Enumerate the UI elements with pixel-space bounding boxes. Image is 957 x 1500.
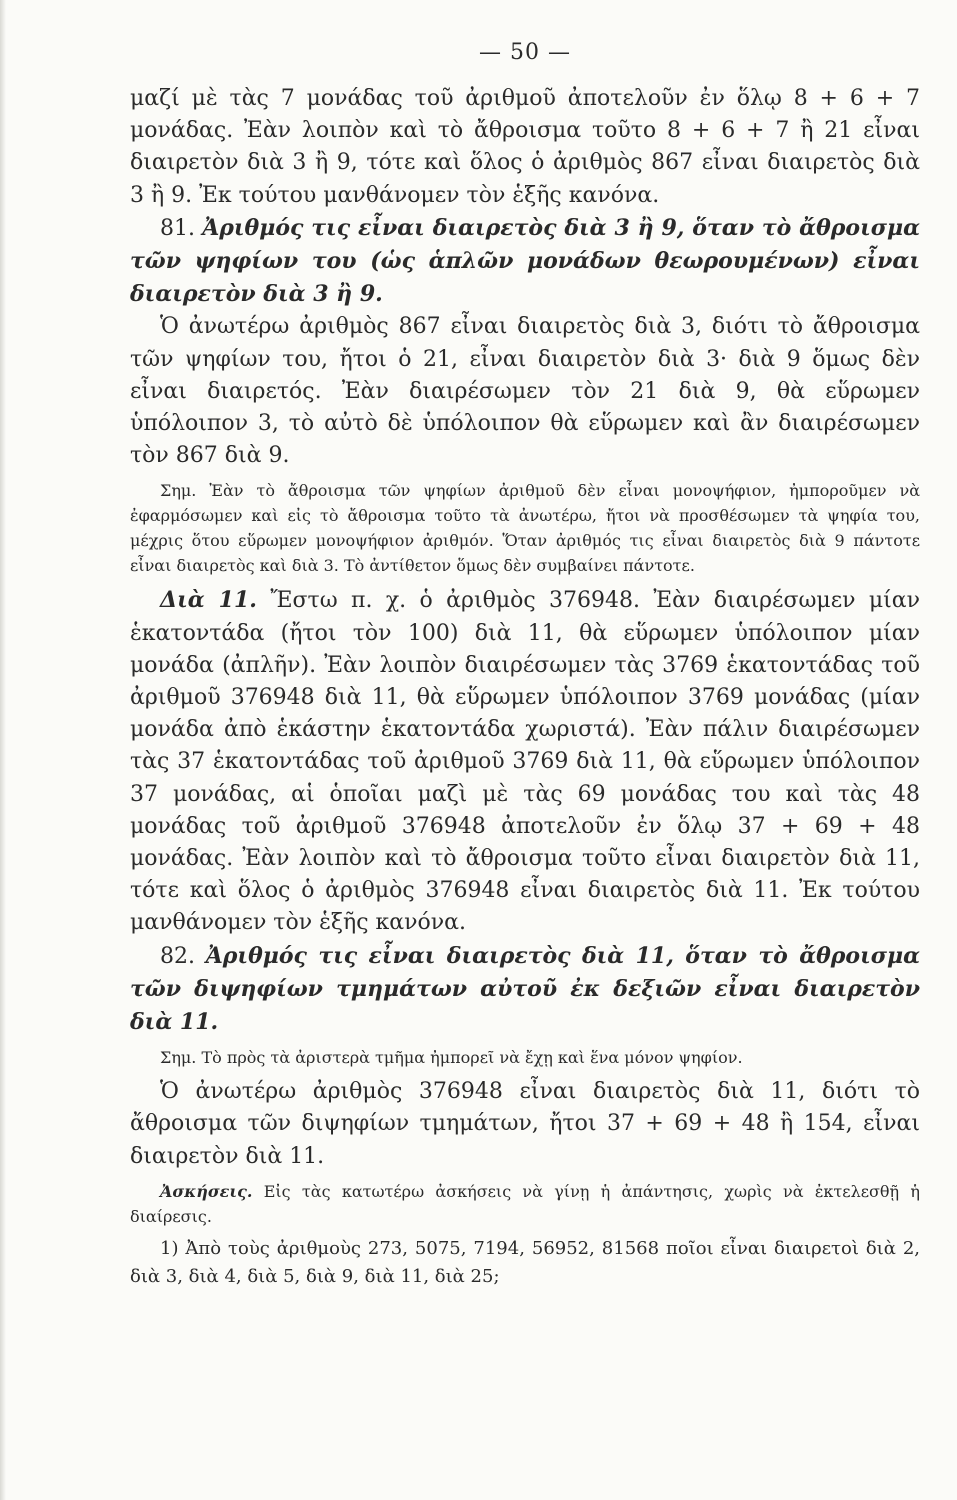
note-left-segment: Σημ. Τὸ πρὸς τὰ ἀριστερὰ τμῆμα ἠμπορεῖ νὰ ἔχῃ καὶ ἕνα μόνον ψηφίον.	[160, 1048, 743, 1068]
div-11-text: Ἔστω π. χ. ὁ ἀριθμὸς 376948. Ἐὰν διαιρέσωμεν μίαν ἑκατοντάδα (ἤτοι τὸν 100) διὰ 11, θὰ εὕρωμεν ὑπόλοιπον μίαν μονάδα (ἀπλῆν). Ἐὰν λοιπὸν διαιρέσωμεν τὰς 3769 ἑκατοντάδας τοῦ ἀριθμοῦ 376948 διὰ 11, θὰ εὕρωμεν ὑπόλοιπον 3769 μονάδας (μίαν μονάδα ἀπὸ ἑκάστην ἑκατοντάδα χωριστά). Ἐὰν πάλιν διαιρέσωμεν τὰς 37 ἑκατοντάδας τοῦ ἀριθμοῦ 3769 διὰ 11, θὰ εὕρωμεν ὑπόλοιπον 37 μονάδας, αἱ ὁποῖαι μαζὶ μὲ τὰς 69 μονάδας του καὶ τὰς 48 μονάδας τοῦ ἀριθμοῦ 376948 ἀποτελοῦν ἐν ὅλῳ 37 + 69 + 48 μονάδας. Ἐὰν λοιπὸν καὶ τὸ ἄθροισμα τοῦτο εἶναι διαιρετὸν διὰ 11, τότε καὶ ὅλος ὁ ἀριθμὸς 376948 εἶναι διαιρετὸς διὰ 11. Ἐκ τούτου μανθάνομεν τὸν ἑξῆς κανόνα.	[130, 588, 921, 936]
rule-82-number: 82.	[160, 943, 195, 969]
rule-81-number: 81.	[160, 215, 195, 241]
scan-edge-shadow	[0, 0, 6, 1500]
rule-82-text: Ἀριθμός τις εἶναι διαιρετὸς διὰ 11, ὅταν τὸ ἄθροισμα τῶν διψηφίων τμημάτων αὐτοῦ ἐκ δεξιῶν εἶναι διαιρετὸν διὰ 11.	[130, 942, 920, 1036]
rule-81-text: Ἀριθμός τις εἶναι διαιρετὸς διὰ 3 ἢ 9, ὅταν τὸ ἄθροισμα τῶν ψηφίων του (ὡς ἁπλῶν μονάδων θεωρουμένων) εἶναι διαιρετὸν διὰ 3 ἢ 9.	[130, 214, 920, 308]
rule-82	[130, 940, 920, 1040]
exercises-intro	[130, 1179, 920, 1229]
div-11-heading: Διὰ 11.	[160, 587, 257, 614]
paragraph-example-867: Ὁ ἀνωτέρω ἀριθμὸς 867 εἶναι διαιρετὸς διὰ 3, διότι τὸ ἄθροισμα τῶν ψηφίων του, ἤτοι ὁ 21, εἶναι διαιρετὸν διὰ 3· διὰ 9 ὅμως δὲν εἶναι διαιρετός. Ἐὰν διαιρέσωμεν τὸν 21 διὰ 9, θὰ εὕρωμεν ὑπόλοιπον 3, τὸ αὐτὸ δὲ ὑπόλοιπον θὰ εὕρωμεν καὶ ἂν διαιρέσωμεν τὸν 867 διὰ 9.	[130, 314, 920, 469]
exercises-heading: Ἀσκήσεις.	[160, 1181, 253, 1201]
page-number: — 50 —	[479, 40, 571, 65]
exercises-instructions: Εἰς τὰς κατωτέρω ἀσκήσεις νὰ γίνῃ ἡ ἀπάντησις, χωρὶς νὰ ἐκτελεσθῇ ἡ διαίρεσις.	[130, 1181, 921, 1226]
book-page	[130, 40, 920, 1291]
paragraph-intro: μαζί μὲ τὰς 7 μονάδας τοῦ ἀριθμοῦ ἀποτελοῦν ἐν ὅλῳ 8 + 6 + 7 μονάδας. Ἐὰν λοιπὸν καὶ τὸ ἄθροισμα τοῦτο 8 + 6 + 7 ἢ 21 εἶναι διαιρετὸν διὰ 3 ἢ 9, τότε καὶ ὅλος ὁ ἀριθμὸς 867 εἶναι διαιρετὸς διὰ 3 ἢ 9. Ἐκ τούτου μανθάνομεν τὸν ἑξῆς κανόνα.	[130, 86, 920, 208]
paragraph-example-376948: Ὁ ἀνωτέρω ἀριθμὸς 376948 εἶναι διαιρετὸς διὰ 11, διότι τὸ ἄθροισμα τῶν διψηφίων τμημάτων, ἤτοι 37 + 69 + 48 ἢ 154, εἶναι διαιρετὸν διὰ 11.	[130, 1079, 920, 1169]
rule-81	[130, 212, 920, 312]
exercise-1: 1) Ἀπὸ τοὺς ἀριθμοὺς 273, 5075, 7194, 56952, 81568 ποῖοι εἶναι διαιρετοὶ διὰ 2, διὰ 3, διὰ 4, διὰ 5, διὰ 9, διὰ 11, διὰ 25;	[130, 1237, 920, 1287]
paragraph-div-11	[130, 584, 920, 939]
note-digit-sum: Σημ. Ἐὰν τὸ ἄθροισμα τῶν ψηφίων ἀριθμοῦ δὲν εἶναι μονοψήφιον, ἠμποροῦμεν νὰ ἐφαρμόσωμεν καὶ εἰς τὸ ἄθροισμα τοῦτο τὰ ἀνωτέρω, ἤτοι νὰ προσθέσωμεν τὰ ψηφία του, μέχρις ὅτου εὕρωμεν μονοψήφιον ἀριθμόν. Ὅταν ἀριθμός τις εἶναι διαιρετὸς διὰ 9 πάντοτε εἶναι διαιρετὸς καὶ διὰ 3. Τὸ ἀντίθετον ὅμως δὲν συμβαίνει πάντοτε.	[130, 481, 920, 576]
